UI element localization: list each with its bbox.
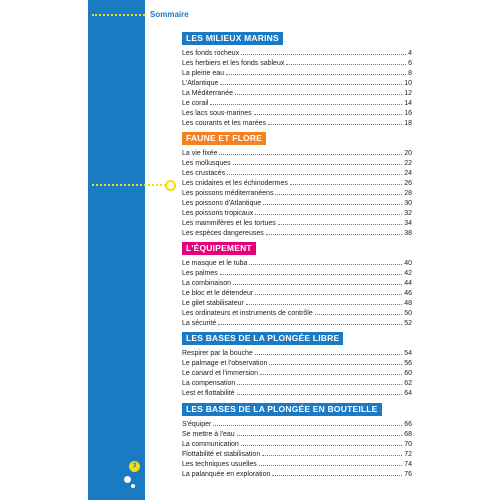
toc-entry[interactable] <box>182 48 412 58</box>
entry-page: 24 <box>404 170 412 177</box>
entry-list <box>182 48 412 128</box>
entry-label: La combinaison <box>182 280 232 287</box>
entry-label: Le canard et l'immersion <box>182 370 259 377</box>
entry-list <box>182 348 412 398</box>
entry-label: Respirer par la bouche <box>182 350 253 357</box>
dot-leader <box>246 298 402 305</box>
bubble-decoration <box>131 484 135 488</box>
section-heading: LES BASES DE LA PLONGÉE LIBRE <box>182 332 343 345</box>
entry-page: 50 <box>404 310 412 317</box>
entry-page: 48 <box>404 300 412 307</box>
dot-leader <box>233 278 402 285</box>
toc-entry[interactable] <box>182 308 412 318</box>
ring-ornament <box>165 180 176 191</box>
entry-label: Les fonds rocheux <box>182 50 240 57</box>
dot-leader <box>262 449 402 456</box>
dot-leader <box>260 368 402 375</box>
toc-entry[interactable] <box>182 148 412 158</box>
side-band <box>88 0 145 500</box>
entry-label: Les mammifères et les tortues <box>182 220 276 227</box>
dot-leader <box>233 158 403 165</box>
section-heading: L'ÉQUIPEMENT <box>182 242 256 255</box>
dot-leader <box>226 68 406 75</box>
dot-leader <box>268 118 402 125</box>
toc-entry[interactable] <box>182 419 412 429</box>
entry-page: 6 <box>408 60 412 67</box>
entry-page: 38 <box>404 230 412 237</box>
dot-leader <box>255 208 402 215</box>
entry-label: Les mollusques <box>182 160 231 167</box>
toc-entry[interactable] <box>182 278 412 288</box>
entry-page: 62 <box>404 380 412 387</box>
toc-entry[interactable] <box>182 258 412 268</box>
entry-page: 28 <box>404 190 412 197</box>
entry-label: Le corail <box>182 100 209 107</box>
entry-label: Les techniques usuelles <box>182 461 257 468</box>
entry-page: 32 <box>404 210 412 217</box>
entry-label: La vie fixée <box>182 150 218 157</box>
dot-leader <box>220 268 402 275</box>
toc-entry[interactable] <box>182 98 412 108</box>
entry-page: 64 <box>404 390 412 397</box>
entry-page: 72 <box>404 451 412 458</box>
dot-leader <box>290 178 402 185</box>
entry-label: Le masque et le tuba <box>182 260 248 267</box>
entry-label: La Méditerranée <box>182 90 233 97</box>
entry-list <box>182 419 412 479</box>
toc-entry[interactable] <box>182 368 412 378</box>
entry-page: 60 <box>404 370 412 377</box>
dot-leader <box>241 48 406 55</box>
toc-entry[interactable] <box>182 58 412 68</box>
entry-page: 68 <box>404 431 412 438</box>
entry-label: Les espèces dangereuses <box>182 230 264 237</box>
dot-leader <box>237 429 403 436</box>
toc-entry[interactable] <box>182 378 412 388</box>
toc-entry[interactable] <box>182 198 412 208</box>
entry-label: Lest et flottabilité <box>182 390 235 397</box>
entry-page: 26 <box>404 180 412 187</box>
toc-entry[interactable] <box>182 88 412 98</box>
toc-entry[interactable] <box>182 178 412 188</box>
entry-label: Les poissons d'Atlantique <box>182 200 262 207</box>
toc-entry[interactable] <box>182 78 412 88</box>
entry-label: La compensation <box>182 380 236 387</box>
dot-leader <box>241 439 402 446</box>
entry-page: 34 <box>404 220 412 227</box>
toc-entry[interactable] <box>182 208 412 218</box>
toc-section <box>182 328 412 398</box>
entry-label: La communication <box>182 441 239 448</box>
entry-label: Le palmage et l'observation <box>182 360 268 367</box>
entry-label: L'Atlantique <box>182 80 219 87</box>
section-heading: LES BASES DE LA PLONGÉE EN BOUTEILLE <box>182 403 382 416</box>
entry-label: Le bloc et le détendeur <box>182 290 254 297</box>
toc-entry[interactable] <box>182 68 412 78</box>
entry-page: 40 <box>404 260 412 267</box>
entry-page: 46 <box>404 290 412 297</box>
dot-leader <box>237 388 403 395</box>
entry-list <box>182 148 412 238</box>
entry-label: Les ordinateurs et instruments de contrôle <box>182 310 313 317</box>
toc-section <box>182 28 412 128</box>
toc-entry[interactable] <box>182 439 412 449</box>
entry-label: Les poissons méditerranéens <box>182 190 274 197</box>
entry-page: 18 <box>404 120 412 127</box>
entry-page: 42 <box>404 270 412 277</box>
toc-entry[interactable] <box>182 449 412 459</box>
toc-entry[interactable] <box>182 388 412 398</box>
entry-page: 54 <box>404 350 412 357</box>
entry-page: 76 <box>404 471 412 478</box>
dot-leader <box>220 78 402 85</box>
entry-label: Flottabilité et stabilisation <box>182 451 261 458</box>
entry-page: 52 <box>404 320 412 327</box>
toc-entry[interactable] <box>182 158 412 168</box>
entry-label: La palanquée en exploration <box>182 471 271 478</box>
toc-entry[interactable] <box>182 268 412 278</box>
toc-entry[interactable] <box>182 358 412 368</box>
dot-leader <box>210 98 402 105</box>
toc-entry[interactable] <box>182 108 412 118</box>
entry-page: 30 <box>404 200 412 207</box>
dot-leader <box>218 318 402 325</box>
entry-page: 44 <box>404 280 412 287</box>
dotted-line-middle <box>92 184 170 186</box>
entry-label: La pleine eau <box>182 70 225 77</box>
entry-label: Les courants et les marées <box>182 120 267 127</box>
toc-entry[interactable] <box>182 228 412 238</box>
dot-leader <box>237 378 402 385</box>
entry-list <box>182 258 412 328</box>
entry-label: Les lacs sous-marines <box>182 110 252 117</box>
entry-label: Les crustacés <box>182 170 226 177</box>
toc-entry[interactable] <box>182 348 412 358</box>
toc-entry[interactable] <box>182 288 412 298</box>
toc-entry[interactable] <box>182 429 412 439</box>
entry-label: La sécurité <box>182 320 217 327</box>
toc-section <box>182 238 412 328</box>
entry-page: 10 <box>404 80 412 87</box>
toc-entry[interactable] <box>182 469 412 479</box>
toc-entry[interactable] <box>182 318 412 328</box>
entry-page: 22 <box>404 160 412 167</box>
dot-leader <box>269 358 402 365</box>
entry-label: Les cnidaires et les échinodermes <box>182 180 288 187</box>
page-title: Sommaire <box>150 10 189 19</box>
toc-entry[interactable] <box>182 459 412 469</box>
dot-leader <box>235 88 402 95</box>
entry-label: S'équiper <box>182 421 212 428</box>
dot-leader <box>227 168 402 175</box>
entry-label: Les herbiers et les fonds sableux <box>182 60 285 67</box>
entry-label: Les poissons tropicaux <box>182 210 254 217</box>
dot-leader <box>259 459 402 466</box>
dot-leader <box>249 258 402 265</box>
toc-entry[interactable] <box>182 188 412 198</box>
dot-leader <box>213 419 402 426</box>
entry-page: 4 <box>408 50 412 57</box>
dot-leader <box>254 108 403 115</box>
page-number: 3 <box>129 461 140 472</box>
entry-page: 12 <box>404 90 412 97</box>
entry-page: 8 <box>408 70 412 77</box>
dotted-line-top <box>92 14 145 16</box>
bubble-decoration <box>124 476 131 483</box>
dot-leader <box>286 58 406 65</box>
dot-leader <box>266 228 402 235</box>
dot-leader <box>255 348 402 355</box>
dot-leader <box>315 308 402 315</box>
entry-page: 56 <box>404 360 412 367</box>
dot-leader <box>263 198 402 205</box>
toc-section <box>182 128 412 238</box>
section-heading: FAUNE ET FLORE <box>182 132 266 145</box>
entry-page: 70 <box>404 441 412 448</box>
toc-entry[interactable] <box>182 298 412 308</box>
dot-leader <box>219 148 402 155</box>
toc-section <box>182 399 412 479</box>
entry-page: 66 <box>404 421 412 428</box>
entry-page: 14 <box>404 100 412 107</box>
entry-label: Se mettre à l'eau <box>182 431 235 438</box>
entry-page: 16 <box>404 110 412 117</box>
section-heading: LES MILIEUX MARINS <box>182 32 283 45</box>
entry-page: 74 <box>404 461 412 468</box>
toc-entry[interactable] <box>182 118 412 128</box>
entry-label: Les palmes <box>182 270 218 277</box>
dot-leader <box>272 469 402 476</box>
toc-entry[interactable] <box>182 168 412 178</box>
toc-entry[interactable] <box>182 218 412 228</box>
entry-label: Le gilet stabilisateur <box>182 300 244 307</box>
dot-leader <box>278 218 402 225</box>
dot-leader <box>275 188 402 195</box>
entry-page: 20 <box>404 150 412 157</box>
dot-leader <box>255 288 402 295</box>
